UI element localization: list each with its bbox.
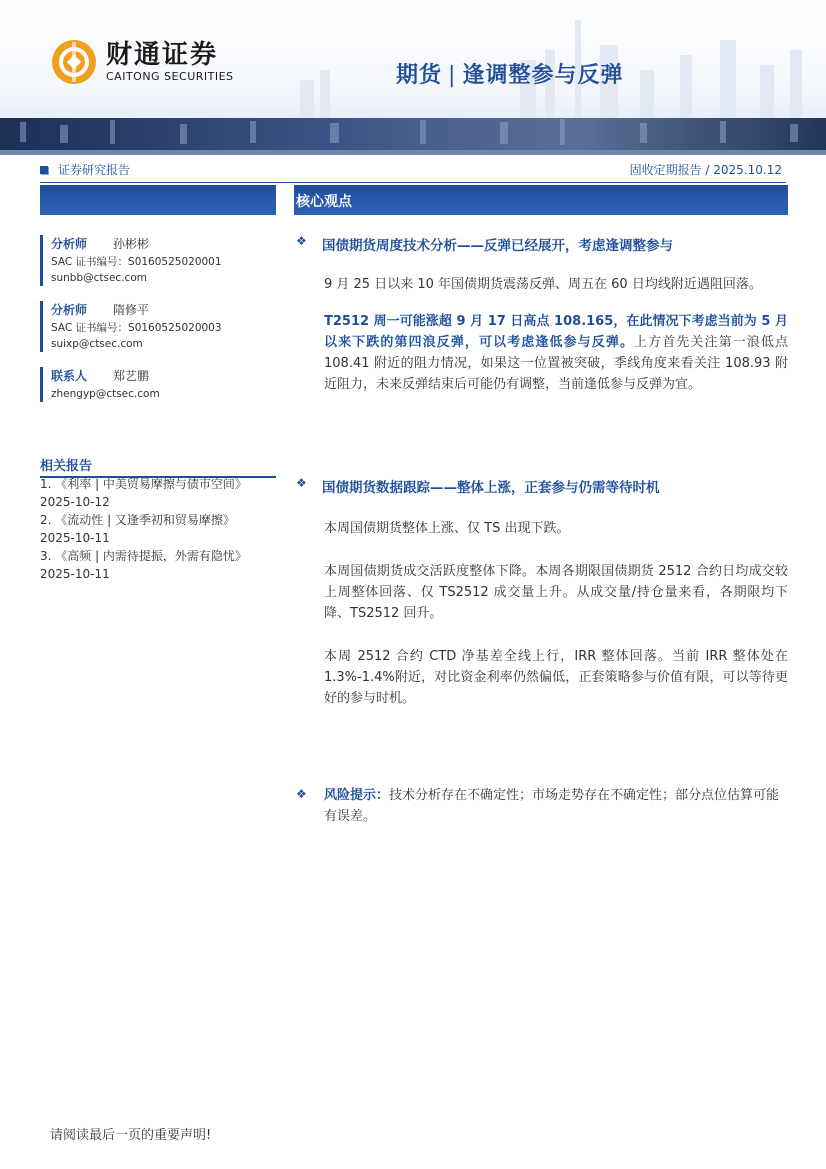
title-separator: | <box>448 63 457 88</box>
related-report-date: 2025-10-11 <box>40 531 110 545</box>
related-reports-title: 相关报告 <box>40 455 276 478</box>
section-heading: 国债期货数据跟踪——整体上涨，正套参与仍需等待时机 <box>322 480 660 496</box>
contact-name: 郑艺鹏 <box>113 369 150 383</box>
related-report-text: 3. 《高频 | 内需待提振，外需有隐忧》 <box>40 549 247 563</box>
analyst-role: 分析师 <box>51 303 88 317</box>
title-sub: 逢调整参与反弹 <box>462 63 624 88</box>
analyst-name: 隋修平 <box>113 303 150 317</box>
bold-statement: T2512 周一可能涨超 9 月 17 日高点 108.165，在此情况下考虑当前为 5 月以来下跌的第四浪反弹，可以考虑逢低参与反弹。 <box>324 314 788 350</box>
section-data-tracking <box>296 476 788 709</box>
related-report-date: 2025-10-12 <box>40 495 110 509</box>
coin-logo-icon <box>50 38 98 86</box>
logo-english-name: CAITONG SECURITIES <box>106 70 234 83</box>
risk-text: 技术分析存在不确定性；市场走势存在不确定性；部分点位估算可能有误差。 <box>324 788 780 824</box>
section-heading: 国债期货周度技术分析——反弹已经展开，考虑逢调整参与 <box>322 238 673 254</box>
contact-card <box>40 367 276 402</box>
diamond-bullet-icon: ❖ <box>296 787 307 801</box>
report-category: 证券研究报告 <box>58 163 131 177</box>
related-reports-list <box>40 475 276 583</box>
paragraph: 9 月 25 日以来 10 年国债期货震荡反弹、周五在 60 日均线附近遇阻回落。 <box>324 277 762 292</box>
contact-role: 联系人 <box>51 369 88 383</box>
related-report-text: 1. 《利率 | 中美贸易摩擦与债市空间》 <box>40 477 247 491</box>
diamond-bullet-icon: ❖ <box>296 234 307 248</box>
report-title <box>396 58 623 89</box>
paragraph: 本周 2512 合约 CTD 净基差全线上行，IRR 整体回落。当前 IRR 整体处在 1.3%-1.4%附近，对比资金利率仍然偏低，正套策略参与价值有限，可以等待更好的参与时机。 <box>324 649 788 706</box>
section-risk <box>296 785 788 827</box>
analyst-name: 孙彬彬 <box>113 237 150 251</box>
paragraph <box>324 311 788 395</box>
report-header <box>0 0 826 155</box>
paragraph: 本周国债期货整体上涨、仅 TS 出现下跌。 <box>324 521 570 536</box>
related-report-text: 2. 《流动性 | 又逢季初和贸易摩擦》 <box>40 513 235 527</box>
analyst-card <box>40 235 276 286</box>
analyst-role: 分析师 <box>51 237 88 251</box>
related-report-item[interactable] <box>40 475 276 511</box>
analyst-sac: SAC 证书编号：S0160525020001 <box>51 256 222 268</box>
related-report-item[interactable] <box>40 547 276 583</box>
related-report-date: 2025-10-11 <box>40 567 110 581</box>
caitong-logo <box>50 38 234 86</box>
core-view-bar <box>294 185 788 215</box>
analyst-email[interactable]: sunbb@ctsec.com <box>51 272 147 284</box>
square-bullet-icon <box>40 166 48 174</box>
paragraph-rest: 上方首先关注第一浪低点 108.41 附近的阻力情况，如果这一位置被突破，季线角度来看关注 108.93 附近阻力，未来反弹结束后可能仍有调整，当前逢低参与反弹为宜。 <box>324 335 788 392</box>
footer-disclaimer: 请阅读最后一页的重要声明! <box>50 1128 212 1143</box>
diamond-bullet-icon: ❖ <box>296 476 307 490</box>
report-type-date: 固收定期报告 / 2025.10.12 <box>629 163 782 177</box>
title-main: 期货 <box>396 63 443 88</box>
core-view-title: 核心观点 <box>296 194 352 210</box>
analyst-card <box>40 301 276 352</box>
paragraph: 本周国债期货成交活跃度整体下降。本周各期限国债期货 2512 合约日均成交较上周整体回落、仅 TS2512 成交量上升。从成交量/持仓量来看，各期限均下降、TS2512 回升。 <box>324 564 788 621</box>
analyst-email[interactable]: suixp@ctsec.com <box>51 338 143 350</box>
section-technical-analysis <box>296 234 788 395</box>
risk-label: 风险提示： <box>324 788 390 803</box>
related-report-item[interactable] <box>40 511 276 547</box>
contact-email[interactable]: zhengyp@ctsec.com <box>51 388 160 400</box>
left-header-bar <box>40 185 276 215</box>
logo-chinese-name: 财通证券 <box>106 40 219 70</box>
analyst-sac: SAC 证书编号：S0160525020003 <box>51 322 222 334</box>
report-subbar <box>40 160 786 183</box>
